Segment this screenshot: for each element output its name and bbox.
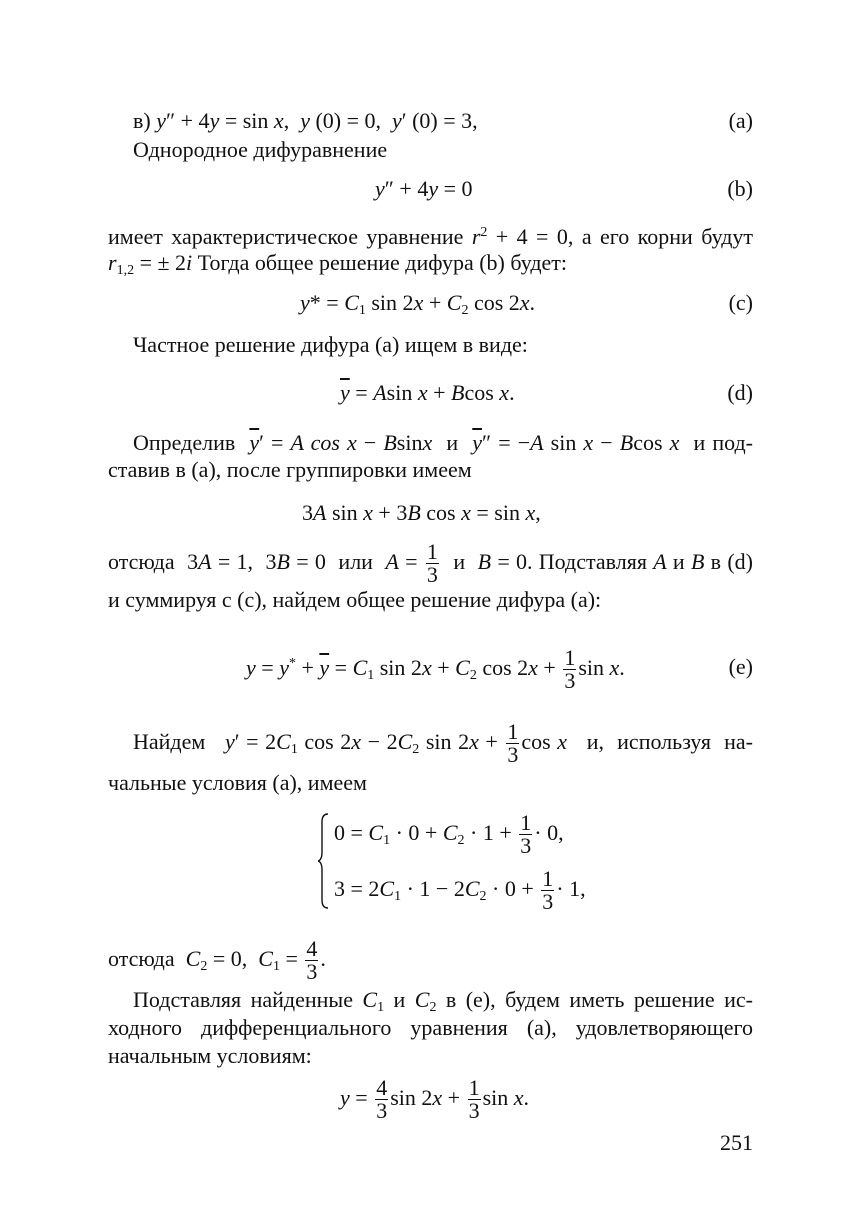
text-characteristic-1: имеет характеристическое уравнение $r^2 + 4 = 0$, а его корни будут xyxy=(108,224,753,249)
system-brace xyxy=(318,812,330,910)
equation-grouped: 3A sin x + 3B cos x = sin x, xyxy=(302,500,541,525)
page-number: 251 xyxy=(720,1130,753,1155)
text-derivative-1: Определив $\overline{y}' = A$ cos x − Bsinx и $\overline{y}'' = -A$ sin x − Bcos x и под- xyxy=(133,430,753,455)
text-substitute-1: Подставляя найденные $C_1$ и $C_2$ в (e), будем иметь решение ис- xyxy=(133,987,753,1015)
equation-d: $\overline{y} = Asin$ x + Bcos x. xyxy=(340,380,515,405)
text-from-1: отсюда 3A = 1, 3B = 0 или A = $\frac{1}{3}$ и B = 0. Подставляя A и B в (d) xyxy=(108,539,753,588)
text-find-1: Найдем $y' = 2C_1$ $\cos 2x - 2C_2$ sin 2x + $\frac{1}{3}$ cos x и, используя на- xyxy=(133,719,753,768)
equation-tag-b: (b) xyxy=(727,176,753,201)
text-characteristic-2: $r_{1,2}$ = ± 2i Тогда общее решение дифура (b) будет: xyxy=(108,250,568,278)
text-partial: Частное решение дифура (a) ищем в виде: xyxy=(133,332,528,357)
text-from-2: и суммируя с (c), найдем общее решение дифура (a): xyxy=(108,587,602,612)
equation-tag-d: (d) xyxy=(727,380,753,405)
text-derivative-2: ставив в (a), после группировки имеем xyxy=(108,457,472,482)
equation-b: y″ + 4y = 0 xyxy=(375,176,473,201)
equation-a: в) y″ + 4y = sin x, y (0) = 0, y′ (0) = 3, xyxy=(133,108,478,133)
text-substitute-3: начальным условиям: xyxy=(108,1043,312,1068)
equation-tag-a: (a) xyxy=(728,108,753,133)
equation-final: y = $\frac{4}{3}$ sin 2x + $\frac{1}{3}$ sin x. xyxy=(340,1075,530,1124)
text-hence: отсюда $C_2 = 0$, $C_1$ = $\frac{4}{3}$ . xyxy=(108,936,326,985)
equation-e: $y = y^* + \overline{y} = C_1$ $\sin 2x + C_2$ cos 2x + $\frac{1}{3}$ sin x. xyxy=(246,645,625,694)
equation-tag-c: (c) xyxy=(728,290,753,315)
text-homogeneous: Однородное дифуравнение xyxy=(133,137,388,162)
system-equation-1: $0 = C_1 \cdot 0 + C_2 \cdot 1$ + $\frac{1}{3}$ · 0, xyxy=(334,810,564,859)
system-equation-2: $3 = 2C_1 \cdot 1 - 2C_2 \cdot 0$ + $\frac{1}{3}$ · 1, xyxy=(334,866,586,915)
equation-tag-e: (e) xyxy=(728,654,753,679)
text-substitute-2: ходного дифференциального уравнения (a), удовлетворяющего xyxy=(108,1015,753,1040)
text-find-2: чальные условия (a), имеем xyxy=(108,770,367,795)
equation-c: $y* = C_1$ $\sin 2x + C_2$ cos 2x. xyxy=(300,290,536,318)
